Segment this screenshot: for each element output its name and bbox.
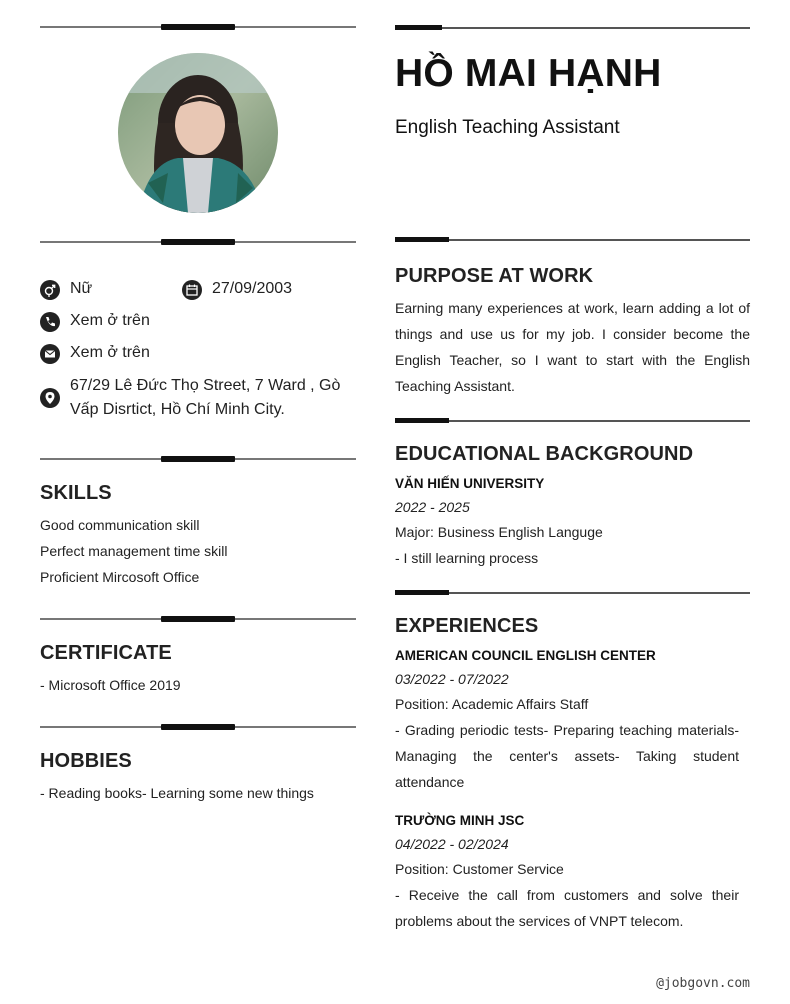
education-major: Major: Business English Languge	[395, 524, 603, 540]
hobbies-heading: HOBBIES	[40, 750, 132, 772]
education-period: 2022 - 2025	[395, 499, 470, 515]
experiences-heading: EXPERIENCES	[395, 615, 539, 637]
purpose-divider	[395, 236, 750, 244]
job-details: - Grading periodic tests- Preparing teaching materials- Managing the center's assets- Taking student attendance	[395, 722, 739, 790]
gender-value: Nữ	[70, 280, 93, 297]
job-details: - Receive the call from customers and solve their problems about the services of VNPT telecom.	[395, 887, 739, 929]
left-divider-3	[40, 452, 356, 466]
job-position: Position: Academic Affairs Staff	[395, 696, 589, 712]
job-position: Position: Customer Service	[395, 861, 564, 877]
certificate-heading: CERTIFICATE	[40, 642, 172, 664]
left-divider-4	[40, 612, 356, 626]
purpose-heading: PURPOSE AT WORK	[395, 265, 594, 287]
skill-item: Good communication skill	[40, 517, 200, 533]
job-period: 03/2022 - 07/2022	[395, 671, 509, 687]
watermark: @jobgovn.com	[656, 976, 750, 991]
education-divider	[395, 417, 750, 425]
purpose-text: Earning many experiences at work, learn adding a lot of things and use us for my job. I consider become the English Teacher, so I want to start with the English Teaching Assistant.	[395, 300, 750, 394]
education-school: VĂN HIẾN UNIVERSITY	[395, 476, 545, 491]
skill-item: Perfect management time skill	[40, 543, 228, 559]
email-icon	[40, 344, 60, 364]
job-company: AMERICAN COUNCIL ENGLISH CENTER	[395, 648, 656, 663]
left-divider-2	[40, 235, 356, 249]
header-divider	[395, 24, 750, 32]
job-title: English Teaching Assistant	[395, 117, 620, 138]
phone-icon	[40, 312, 60, 332]
calendar-icon	[182, 280, 202, 300]
skill-item: Proficient Mircosoft Office	[40, 569, 200, 585]
address-value: 67/29 Lê Đức Thọ Street, 7 Ward , Gò Vấp Disrtict, Hồ Chí Minh City.	[70, 377, 341, 418]
experience-divider	[395, 589, 750, 597]
email-value: Xem ở trên	[70, 344, 150, 361]
left-divider-5	[40, 720, 356, 734]
education-note: - I still learning process	[395, 550, 539, 566]
phone-value: Xem ở trên	[70, 312, 150, 329]
hobbies-text: - Reading books- Learning some new things	[40, 785, 314, 801]
location-pin-icon	[40, 388, 60, 408]
birthdate-value: 27/09/2003	[212, 280, 293, 297]
top-left-divider	[40, 20, 356, 34]
certificate-item: - Microsoft Office 2019	[40, 677, 181, 693]
gender-icon	[40, 280, 60, 300]
education-heading: EDUCATIONAL BACKGROUND	[395, 443, 694, 465]
job-period: 04/2022 - 02/2024	[395, 836, 509, 852]
skills-heading: SKILLS	[40, 482, 112, 504]
job-company: TRƯỜNG MINH JSC	[395, 813, 525, 828]
avatar	[118, 53, 278, 213]
candidate-name: HỒ MAI HẠNH	[395, 52, 662, 95]
